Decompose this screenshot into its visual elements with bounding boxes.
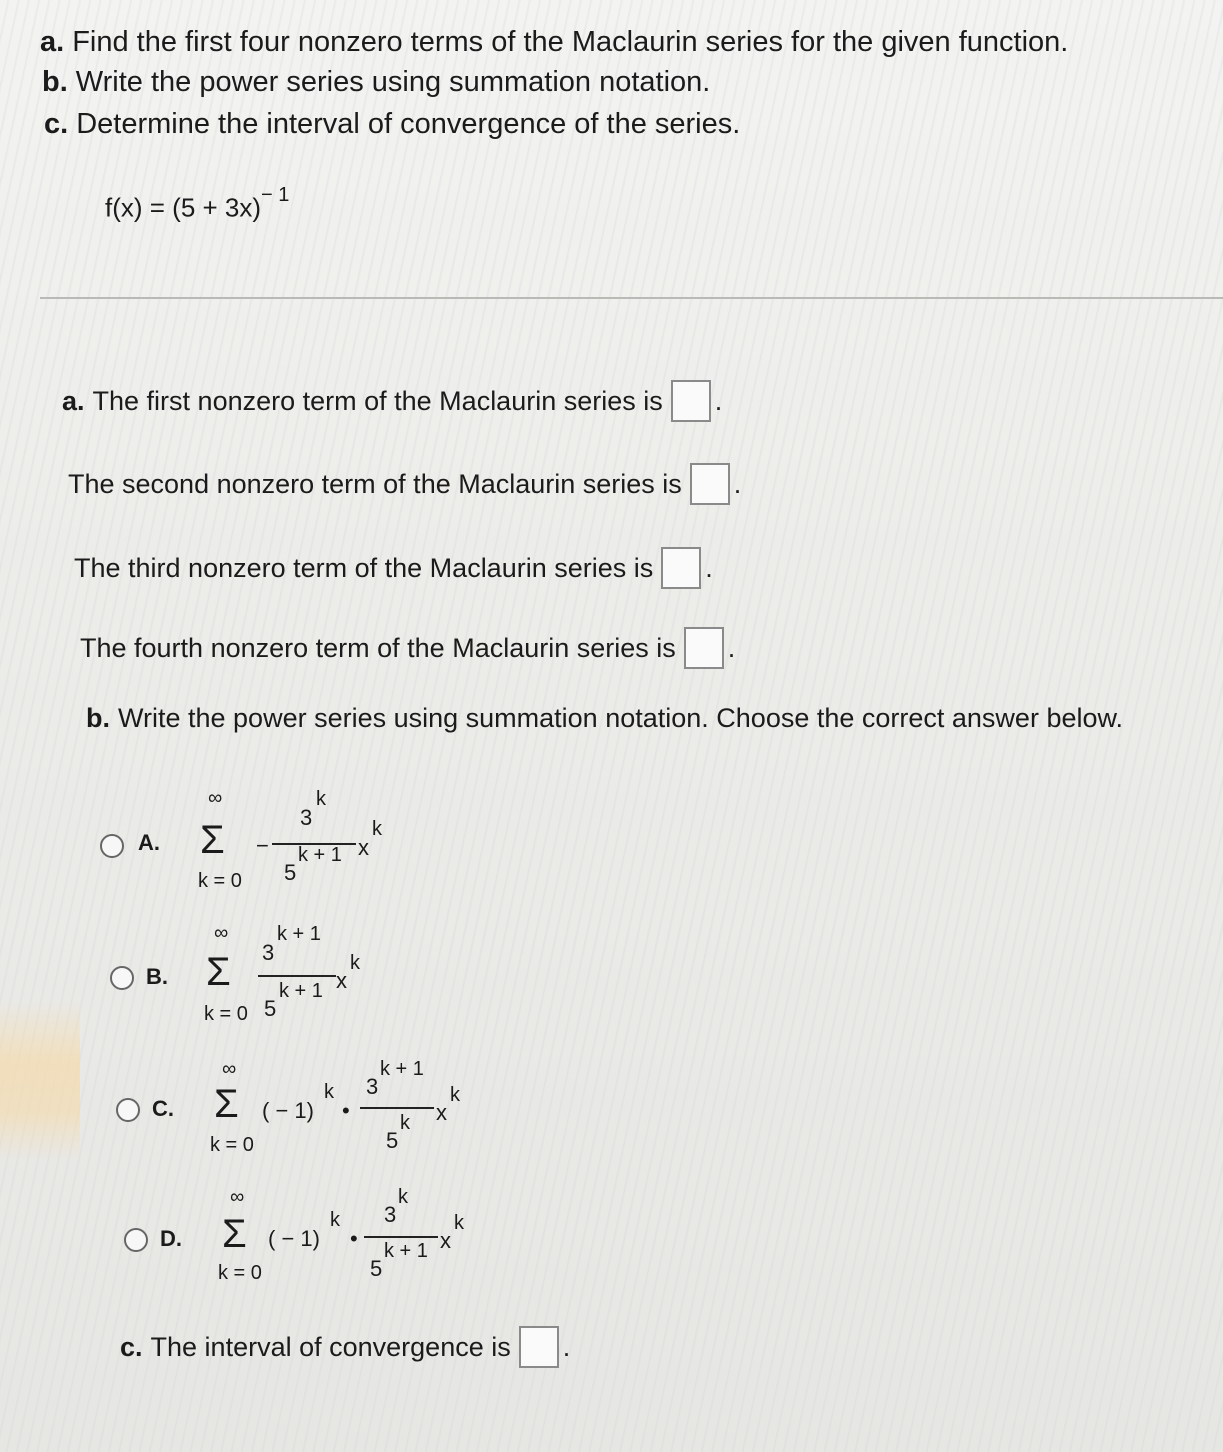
option-a-denominator: 5 <box>284 860 297 885</box>
option-c-variable: x <box>436 1100 447 1125</box>
option-a-sum-upper: ∞ <box>208 787 223 809</box>
part-a-line-1: a. The first nonzero term of the Maclaurin series is . <box>62 380 722 422</box>
option-b-numerator-exp: k + 1 <box>277 923 321 945</box>
option-d-denominator: 5 <box>370 1256 383 1281</box>
fourth-term-input[interactable] <box>684 627 724 669</box>
instruction-a: a. Find the first four nonzero terms of the Maclaurin series for the given function. <box>40 26 1069 58</box>
option-b-denominator-exp: k + 1 <box>279 980 323 1002</box>
option-d-numerator: 3 <box>384 1202 397 1227</box>
option-d-radio[interactable] <box>124 1228 148 1252</box>
option-d-fraction-bar <box>364 1236 438 1238</box>
option-d-variable-exp: k <box>454 1212 464 1234</box>
option-b-letter: B. <box>146 964 168 989</box>
part-b-prompt: b. Write the power series using summation notation. Choose the correct answer below. <box>86 703 1123 733</box>
option-a-numerator: 3 <box>300 805 313 830</box>
option-b-fraction-bar <box>258 975 336 977</box>
option-d-numerator-exp: k <box>398 1186 408 1208</box>
option-a-variable-exp: k <box>372 818 382 840</box>
option-c-fraction-bar <box>360 1107 434 1109</box>
option-a-variable: x <box>358 835 369 860</box>
option-a-denominator-exp: k + 1 <box>298 844 342 866</box>
option-c-sign-factor-exp: k <box>324 1081 334 1103</box>
option-c-dot: • <box>342 1098 350 1123</box>
option-d-sign-factor-exp: k <box>330 1209 340 1231</box>
first-term-input[interactable] <box>671 380 711 422</box>
option-d-denominator-exp: k + 1 <box>384 1240 428 1262</box>
option-b-sigma: Σ <box>206 950 231 994</box>
option-b-denominator: 5 <box>264 996 277 1021</box>
option-a-sigma: Σ <box>200 818 225 862</box>
part-a-line-3: The third nonzero term of the Maclaurin series is . <box>74 547 713 589</box>
option-d-variable: x <box>440 1228 451 1253</box>
option-b-radio[interactable] <box>110 966 134 990</box>
option-c-numerator-exp: k + 1 <box>380 1058 424 1080</box>
option-a-numerator-exp: k <box>316 788 326 810</box>
part-a-line-2: The second nonzero term of the Maclaurin series is . <box>68 463 741 505</box>
part-a-line-4: The fourth nonzero term of the Maclaurin series is . <box>80 627 735 669</box>
instruction-b: b. Write the power series using summation notation. <box>42 66 711 98</box>
option-c-sigma: Σ <box>214 1082 239 1126</box>
option-d-sign-factor: ( − 1) <box>268 1226 320 1251</box>
option-b-variable-exp: k <box>350 952 360 974</box>
option-a-radio[interactable] <box>100 834 124 858</box>
section-divider <box>40 297 1223 299</box>
option-c-sum-upper: ∞ <box>222 1058 237 1080</box>
option-b-sum-upper: ∞ <box>214 922 229 944</box>
option-c-denominator-exp: k <box>400 1112 410 1134</box>
option-c-denominator: 5 <box>386 1128 399 1153</box>
option-d-sigma: Σ <box>222 1212 247 1256</box>
option-c-variable-exp: k <box>450 1084 460 1106</box>
third-term-input[interactable] <box>661 547 701 589</box>
part-c-line: c. The interval of convergence is . <box>120 1326 570 1368</box>
option-d-dot: • <box>350 1226 358 1251</box>
option-a-sign: − <box>256 833 269 858</box>
instruction-c: c. Determine the interval of convergence of the series. <box>44 108 741 140</box>
second-term-input[interactable] <box>690 463 730 505</box>
option-c-radio[interactable] <box>116 1098 140 1122</box>
option-d-letter: D. <box>160 1226 182 1251</box>
function-definition: $f(x) = (5 + 3x)^{- 1}$ <box>105 184 290 223</box>
option-b-sum-lower: k = 0 <box>204 1003 248 1025</box>
option-d-sum-upper: ∞ <box>230 1186 245 1208</box>
option-a-sum-lower: k = 0 <box>198 870 242 892</box>
option-c-sign-factor: ( − 1) <box>262 1098 314 1123</box>
option-b-numerator: 3 <box>262 940 275 965</box>
option-d-sum-lower: k = 0 <box>218 1262 262 1284</box>
option-c-numerator: 3 <box>366 1074 379 1099</box>
interval-input[interactable] <box>519 1326 559 1368</box>
lighting-glare <box>0 1000 80 1160</box>
option-b-variable: x <box>336 968 347 993</box>
option-c-sum-lower: k = 0 <box>210 1134 254 1156</box>
option-a-letter: A. <box>138 830 160 855</box>
option-c-letter: C. <box>152 1096 174 1121</box>
